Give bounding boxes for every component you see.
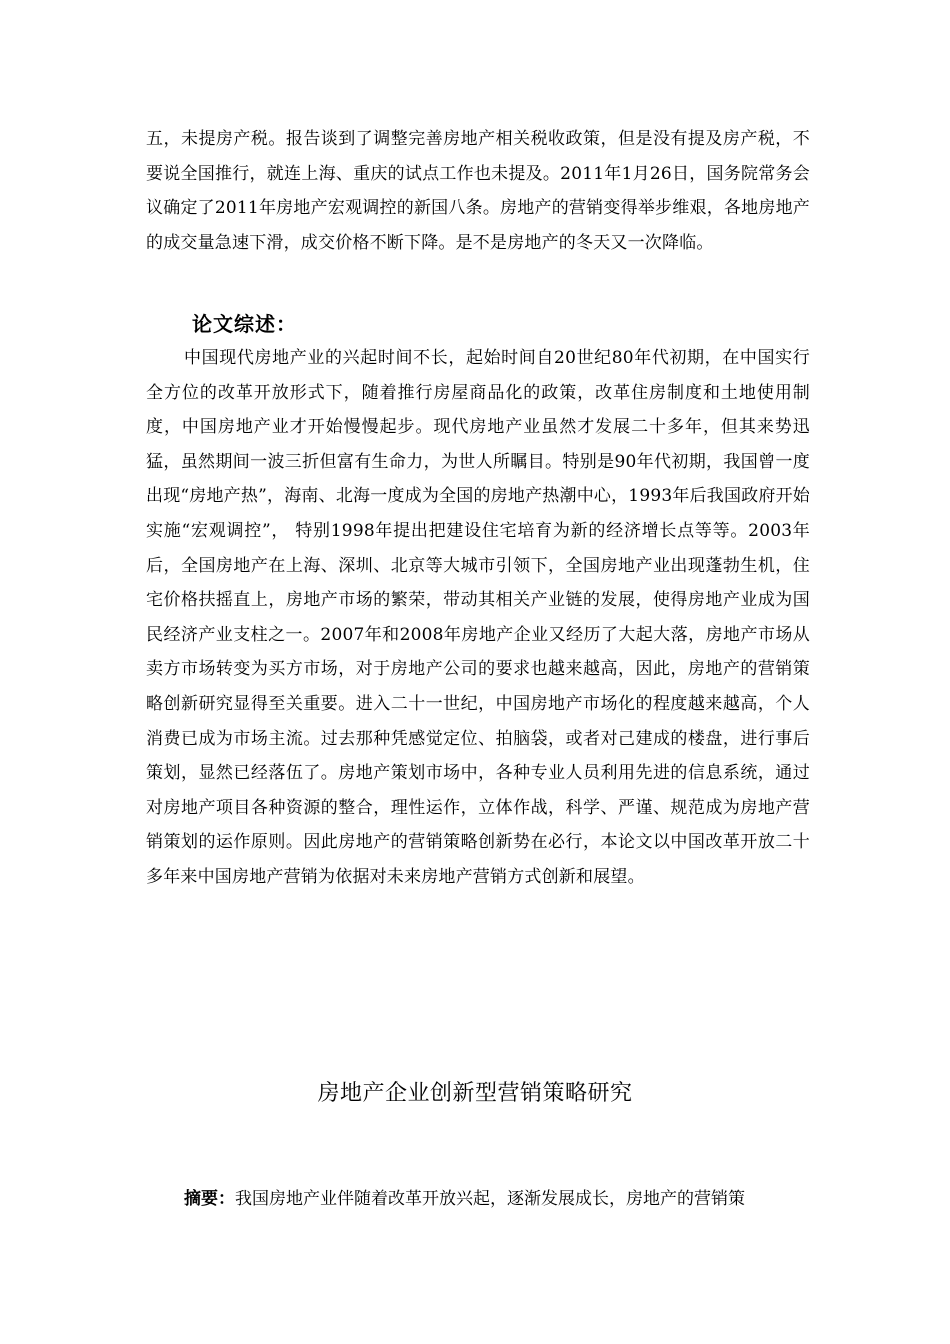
paragraph-review: 中国现代房地产业的兴起时间不长，起始时间自20世纪80年代初期，在中国实行全方位的改革开放形式下，随着推行房屋商品化的政策，改革住房制度和土地使用制度，中国房地产业才开始慢慢起步。现代房地产业虽然才发展二十多年，但其来势迅猛，虽然期间一波三折但富有生命力，为世人所瞩目。特别是90年代初期，我国曾一度出现“房地产热”，海南、北海一度成为全国的房地产热潮中心，1993年后我国政府开始实施“宏观调控”， 特别1998年提出把建设住宅培育为新的经济增长点等等。2003年后，全国房地产在上海、深圳、北京等大城市引领下，全国房地产业出现蓬勃生机，住宅价格扶摇直上，房地产市场的繁荣，带动其相关产业链的发展，使得房地产业成为国民经济产业支柱之一。2007年和2008年房地产企业又经历了大起大落，房地产市场从卖方市场转变为买方市场，对于房地产公司的要求也越来越高，因此，房地产的营销策略创新研究显得至关重要。进入二十一世纪，中国房地产市场化的程度越来越高，个人消费已成为市场主流。过去那种凭感觉定位、拍脑袋，或者对己建成的楼盘，进行事后策划，显然已经落伍了。房地产策划市场中，各种专业人员利用先进的信息系统，通过对房地产项目各种资源的整合，理性运作，立体作战，科学、严谨、规范成为房地产营销策划的运作原则。因此房地产的营销策略创新势在必行，本论文以中国改革开放二十多年来中国房地产营销为依据对未来房地产营销方式创新和展望。 (146, 348, 811, 887)
abstract-line (184, 1182, 814, 1216)
paragraph-intro: 五，未提房产税。报告谈到了调整完善房地产相关税收政策，但是没有提及房产税，不要说全国推行，就连上海、重庆的试点工作也未提及。2011年1月26日，国务院常务会议确定了2011年房地产宏观调控的新国八条。房地产的营销变得举步维艰，各地房地产的成交量急速下滑，成交价格不断下降。是不是房地产的冬天又一次降临。 (146, 129, 810, 253)
section-heading: 论文综述： (192, 312, 297, 336)
abstract-label: 摘要： (184, 1189, 235, 1209)
paper-title: 房地产企业创新型营销策略研究 (317, 1081, 633, 1106)
abstract-text: 我国房地产业伴随着改革开放兴起，逐渐发展成长，房地产的营销策 (235, 1189, 745, 1209)
